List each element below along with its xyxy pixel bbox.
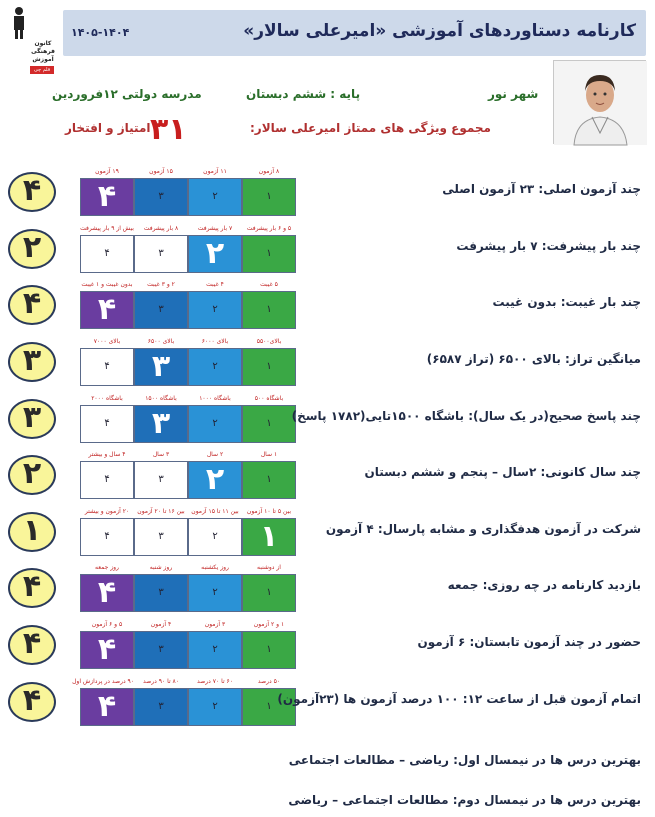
kanoon-logo [6, 4, 60, 78]
achievement-row [0, 395, 655, 439]
level-box: ۲ [188, 688, 242, 726]
level-box: ۲ [188, 348, 242, 386]
level-box: ۴ [80, 518, 134, 556]
achievement-label: چند سال کانونی: ۲سال – پنجم و ششم دبستان [364, 465, 641, 479]
achievement-row [0, 225, 655, 269]
achievement-label: میانگین تراز: بالای ۶۵۰۰ (تراز ۶۵۸۷) [426, 352, 641, 366]
level-caption: باشگاه ۱۵۰۰ [145, 395, 177, 402]
achievement-row [0, 508, 655, 552]
level-box: ۳ [134, 574, 188, 612]
level-caption: ۸۰ تا ۹۰ درصد [143, 678, 179, 685]
level-caption: ۵ و ۶ آزمون [91, 621, 123, 628]
level-caption: باشگاه ۲۰۰۰ [91, 395, 123, 402]
level-box: ۱ [242, 574, 296, 612]
level-caption: ۲ و ۳ غیبت [147, 281, 175, 288]
header-banner [63, 10, 646, 56]
achievement-label: بازدید کارنامه در چه روزی: جمعه [447, 578, 641, 592]
level-caption: ۴ غیبت [206, 281, 224, 288]
logo-text-line2: فرهنگی [31, 48, 55, 55]
level-box: ۲ [188, 178, 242, 216]
achievement-row [0, 678, 655, 722]
level-caption: ۱۵ آزمون [149, 168, 173, 175]
school-text: مدرسه دولتی ۱۲فروردین [52, 87, 202, 101]
level-box: ۱ [242, 178, 296, 216]
score-circle: ۴ [8, 285, 56, 325]
level-captions [80, 225, 296, 235]
level-box: ۲ [188, 518, 242, 556]
level-box: ۱ [242, 631, 296, 669]
level-captions [80, 508, 296, 518]
level-captions [80, 338, 296, 348]
level-caption: باشگاه ۱۰۰۰ [199, 395, 231, 402]
level-box: ۲ [188, 405, 242, 443]
achievement-label: چند بار پیشرفت: ۷ بار پیشرفت [456, 239, 641, 253]
student-portrait-icon [554, 61, 647, 145]
level-boxes [80, 631, 296, 669]
student-photo [553, 60, 646, 144]
level-boxes [80, 461, 296, 499]
level-caption: بین ۵ تا ۱۰ آزمون [246, 508, 292, 515]
level-box: ۲ [188, 291, 242, 329]
level-caption: روز جمعه [95, 564, 119, 571]
level-box: ۳ [134, 461, 188, 499]
score-circle: ۴ [8, 625, 56, 665]
level-box: ۴ [80, 178, 134, 216]
level-boxes [80, 235, 296, 273]
academic-years: ۱۴۰۵-۱۴۰۴ [71, 26, 130, 39]
level-box: ۳ [134, 631, 188, 669]
level-boxes [80, 518, 296, 556]
level-box: ۳ [134, 518, 188, 556]
achievement-row [0, 564, 655, 608]
level-box: ۱ [242, 235, 296, 273]
logo-badge: قلم چی [30, 66, 54, 74]
page-title: کارنامه دستاوردهای آموزشی «امیرعلی سالار» [243, 21, 636, 41]
level-caption: ۴ آزمون [150, 621, 172, 628]
level-captions [80, 395, 296, 405]
level-caption: ۲۰ آزمون و بیشتر [84, 508, 130, 515]
level-captions [80, 168, 296, 178]
level-box: ۴ [80, 235, 134, 273]
level-caption: ۷ بار پیشرفت [197, 225, 233, 232]
score-circle: ۴ [8, 568, 56, 608]
level-boxes [80, 348, 296, 386]
level-caption: بین ۱۱ تا ۱۵ آزمون [191, 508, 239, 515]
logo-text-line3: آموزش [32, 56, 54, 63]
score-circle: ۴ [8, 682, 56, 722]
level-captions [80, 451, 296, 461]
level-box: ۴ [80, 688, 134, 726]
achievement-label: شرکت در آزمون هدفگذاری و مشابه پارسال: ۴ آزمون [325, 522, 641, 536]
level-caption: ۵۰ درصد [257, 678, 281, 685]
level-box: ۳ [134, 348, 188, 386]
level-box: ۳ [134, 688, 188, 726]
level-box: ۴ [80, 461, 134, 499]
level-caption: ۲ سال [206, 451, 224, 458]
level-caption: ۶۰ تا ۷۰ درصد [197, 678, 233, 685]
level-caption: بیش از ۹ بار پیشرفت [80, 225, 134, 232]
level-box: ۲ [188, 235, 242, 273]
level-box: ۱ [242, 688, 296, 726]
level-captions [80, 564, 296, 574]
level-caption: ۵ غیبت [260, 281, 278, 288]
level-box: ۴ [80, 631, 134, 669]
level-boxes [80, 291, 296, 329]
score-circle: ۲ [8, 229, 56, 269]
score-circle: ۲ [8, 455, 56, 495]
level-caption: باشگاه ۵۰۰ [254, 395, 284, 402]
level-box: ۱ [242, 405, 296, 443]
level-caption: ۸ آزمون [258, 168, 280, 175]
score-circle: ۱ [8, 512, 56, 552]
achievement-label: اتمام آزمون قبل از ساعت ۱۲: ۱۰۰ درصد آزمون ها (۲۳آزمون) [277, 692, 641, 706]
level-caption: ۱۱ آزمون [203, 168, 227, 175]
best-subjects-second-half: بهترین درس ها در نیمسال دوم: مطالعات اجتماعی – ریاضی [288, 793, 641, 807]
teacher-figure-icon [10, 6, 28, 40]
level-caption: بالای ۶۰۰۰ [201, 338, 229, 345]
level-boxes [80, 574, 296, 612]
achievement-row [0, 338, 655, 382]
level-caption: ۳ سال [152, 451, 170, 458]
level-captions [80, 281, 296, 291]
achievement-row [0, 451, 655, 495]
achievement-row [0, 621, 655, 665]
level-box: ۱ [242, 291, 296, 329]
level-box: ۱ [242, 518, 296, 556]
level-caption: ۱۹ آزمون [95, 168, 119, 175]
score-label: امتیاز و افتخار [65, 121, 151, 135]
level-captions [72, 678, 296, 688]
level-caption: بالای۵۵۰۰ [256, 338, 282, 345]
achievement-row [0, 168, 655, 212]
level-caption: ۵ و ۶ بار پیشرفت [246, 225, 292, 232]
city-text: شهر نور [488, 87, 539, 101]
level-caption: ۹۰ درصد در پردازش اول [72, 678, 134, 685]
best-subjects-first-half: بهترین درس ها در نیمسال اول: ریاضی – مطالعات اجتماعی [288, 753, 641, 767]
level-caption: بدون غیبت و ۱ غیبت [81, 281, 133, 288]
level-box: ۳ [134, 235, 188, 273]
score-circle: ۳ [8, 342, 56, 382]
level-caption: ۱ و ۲ آزمون [253, 621, 285, 628]
level-box: ۴ [80, 348, 134, 386]
level-caption: روز شنبه [149, 564, 173, 571]
achievement-label: چند بار غیبت: بدون غیبت [492, 295, 641, 309]
level-box: ۳ [134, 178, 188, 216]
grade-text: پایه : ششم دبستان [246, 87, 361, 101]
level-caption: روز یکشنبه [201, 564, 229, 571]
level-caption: بالای ۷۰۰۰ [93, 338, 121, 345]
level-box: ۳ [134, 405, 188, 443]
level-captions [80, 621, 296, 631]
level-box: ۲ [188, 461, 242, 499]
level-box: ۴ [80, 291, 134, 329]
level-box: ۴ [80, 405, 134, 443]
level-box: ۲ [188, 631, 242, 669]
level-caption: ۴ سال و بیشتر [88, 451, 126, 458]
level-caption: ۳ آزمون [204, 621, 226, 628]
level-box: ۴ [80, 574, 134, 612]
level-box: ۲ [188, 574, 242, 612]
level-caption: بین ۱۶ تا ۲۰ آزمون [137, 508, 185, 515]
level-boxes [80, 178, 296, 216]
level-caption: ۸ بار پیشرفت [143, 225, 179, 232]
achievement-row [0, 281, 655, 325]
level-caption: بالای ۶۵۰۰ [147, 338, 175, 345]
level-box: ۱ [242, 461, 296, 499]
logo-text-line1: کانون [34, 40, 52, 47]
features-label: مجموع ویژگی های ممتاز امیرعلی سالار: [250, 121, 491, 135]
score-circle: ۳ [8, 399, 56, 439]
total-score: ۳۱ [150, 112, 187, 147]
level-boxes [80, 688, 296, 726]
level-caption: ۱ سال [260, 451, 278, 458]
level-box: ۱ [242, 348, 296, 386]
level-boxes [80, 405, 296, 443]
score-circle: ۴ [8, 172, 56, 212]
level-box: ۳ [134, 291, 188, 329]
level-caption: از دوشنبه [257, 564, 281, 571]
achievement-label: چند پاسخ صحیح(در یک سال): باشگاه ۱۵۰۰تایی(۱۷۸۲ پاسخ) [291, 409, 641, 423]
achievement-label: حضور در چند آزمون تابستان: ۶ آزمون [417, 635, 641, 649]
achievement-label: چند آزمون اصلی: ۲۳ آزمون اصلی [442, 182, 641, 196]
